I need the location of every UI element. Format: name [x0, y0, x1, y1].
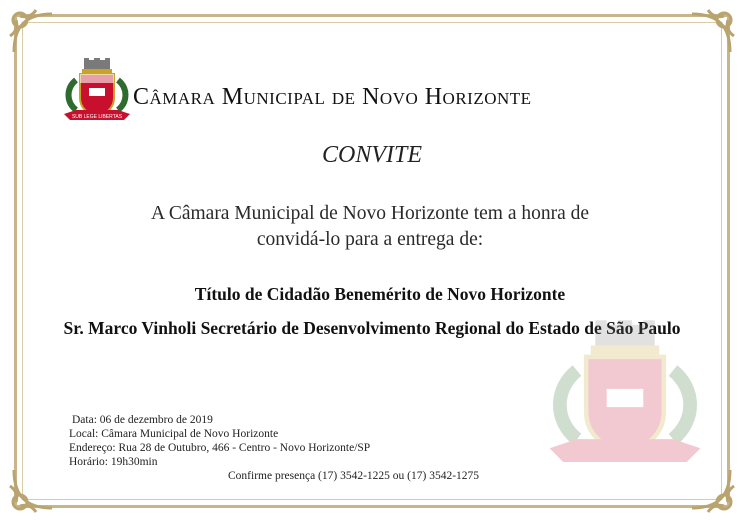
event-address: Endereço: Rua 28 de Outubro, 466 - Centro - Novo Horizonte/SP	[69, 442, 371, 454]
rsvp-phones: Confirme presença (17) 3542-1225 ou (17) 3542-1275	[228, 470, 480, 482]
honor-title: Título de Cidadão Benemérito de Novo Horizonte	[194, 284, 566, 304]
intro-line-1: A Câmara Municipal de Novo Horizonte tem a honra de	[150, 203, 590, 224]
org-name-heading: Câmara Municipal de Novo Horizonte	[133, 84, 532, 110]
invitation-title	[0, 142, 744, 169]
corner-ornament-icon	[6, 462, 60, 516]
honoree-name: Sr. Marco Vinholi Secretário de Desenvolvimento Regional do Estado de São Paulo	[63, 318, 681, 338]
municipal-crest-logo	[62, 58, 132, 126]
intro-paragraph	[90, 201, 650, 253]
event-details	[69, 413, 370, 469]
event-location: Local: Câmara Municipal de Novo Horizonte	[69, 428, 279, 440]
intro-line-2: convidá-lo para a entrega de:	[256, 229, 484, 250]
crest-motto: SUB LEGE LIBERTAS	[71, 114, 123, 120]
corner-ornament-icon	[6, 6, 60, 60]
event-time: Horário: 19h30min	[69, 456, 158, 468]
event-date: Data: 06 de dezembro de 2019	[72, 414, 213, 426]
invitation-title-text: CONVITE	[321, 142, 422, 168]
crest-watermark	[545, 318, 705, 478]
corner-ornament-icon	[684, 6, 738, 60]
